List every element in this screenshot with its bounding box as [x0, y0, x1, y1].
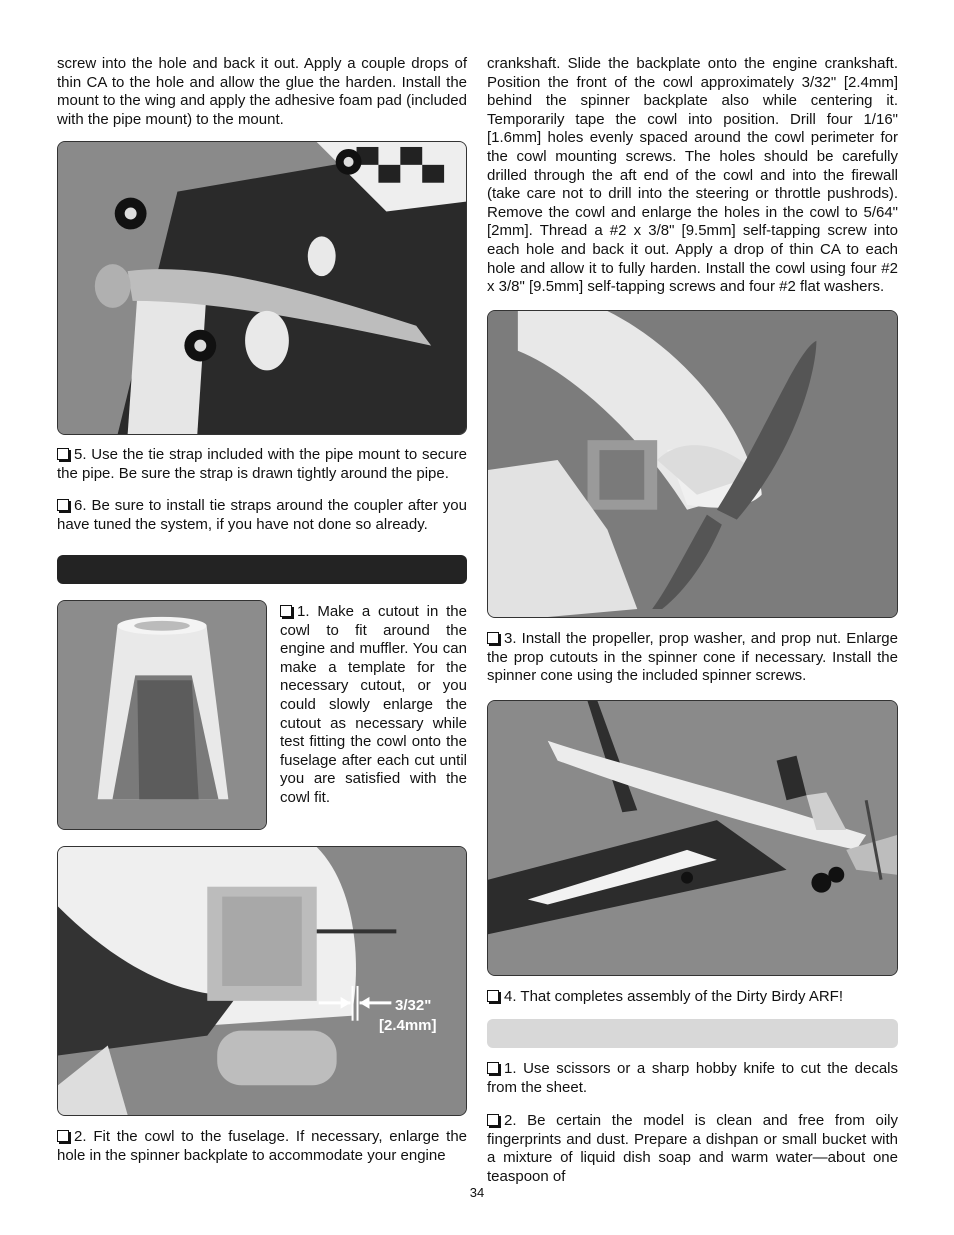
decal-step-2-text: 2. Be certain the model is clean and free from oily fingerprints and dust. Prepare a dishpan or small bucket with a mixture of liquid dish soap and warm water—about one teaspoon of [487, 1112, 898, 1185]
checkbox-icon[interactable] [487, 1062, 499, 1074]
checkbox-icon[interactable] [57, 448, 69, 460]
photo-completed-plane [487, 700, 898, 976]
checkbox-icon[interactable] [487, 1114, 499, 1126]
step-5-text: 5. Use the tie strap included with the pipe mount to secure the pipe. Be sure the strap is drawn tightly around the pipe. [57, 446, 467, 482]
photo-pipe-mount [57, 141, 467, 435]
step-3-text: 3. Install the propeller, prop washer, and prop nut. Enlarge the prop cutouts in the spinner cone if necessary. Install the spinner cone using the included spinner screws. [487, 630, 898, 685]
cowl-step-2-text: 2. Fit the cowl to the fuselage. If necessary, enlarge the hole in the spinner backplate to accommodate your engine [57, 1128, 467, 1164]
page-number: 34 [469, 1185, 485, 1200]
decal-step-1-text: 1. Use scissors or a sharp hobby knife to cut the decals from the sheet. [487, 1060, 898, 1096]
step-6-text: 6. Be sure to install tie straps around the coupler after you have tuned the system, if you have not done so already. [57, 497, 467, 533]
measure-label-mm: [2.4mm] [379, 1017, 437, 1034]
checkbox-icon[interactable] [280, 605, 292, 617]
photo-cowl [57, 600, 267, 830]
step-4-text: 4. That completes assembly of the Dirty Birdy ARF! [487, 988, 898, 1007]
checkbox-icon[interactable] [487, 990, 499, 1002]
section-header-bar-decals [487, 1019, 898, 1048]
cowl-step-1-text: 1. Make a cutout in the cowl to fit around the engine and muffler. You can make a template for the necessary cutout, or you could slowly enlarge the cutout as necessary while test fitting the cowl onto the fuselage after each cut until you are satisfied with the cowl fit. [280, 603, 467, 806]
photo-engine-spacing [57, 846, 467, 1116]
checkbox-icon[interactable] [57, 1130, 69, 1142]
photo-spinner-prop [487, 310, 898, 618]
measure-label-inch: 3/32" [395, 997, 432, 1014]
cowl-continued-paragraph: crankshaft. Slide the backplate onto the engine crankshaft. Position the front of the cowl approximately 3/32" [2.4mm] behind the spinner backplate also while centering it. Temporarily tape the cowl into position. Drill four 1/16" [1.6mm] holes evenly spaced around the cowl perimeter for the cowl mounting screws. The holes should be carefully drilled through the aft end of the cowl and into the firewall (take care not to drill into the steering or throttle pushrods). Remove the cowl and enlarge the holes in the cowl to 5/64" [2mm]. Thread a #2 x 3/8" [9.5mm] self-tapping screw into each hole and back it out. Apply a drop of thin CA to each hole and allow it to fully harden. Install the cowl using four #2 x 3/8" [9.5mm] self-tapping screws and four #2 flat washers. [487, 55, 898, 296]
intro-paragraph: screw into the hole and back it out. Apply a couple drops of thin CA to the hole and allow the glue the harden. Install the mount to the wing and apply the adhesive foam pad (included with the pipe mount) to the mount. [57, 55, 467, 128]
checkbox-icon[interactable] [57, 499, 69, 511]
section-header-bar-cowl [57, 555, 467, 584]
checkbox-icon[interactable] [487, 632, 499, 644]
